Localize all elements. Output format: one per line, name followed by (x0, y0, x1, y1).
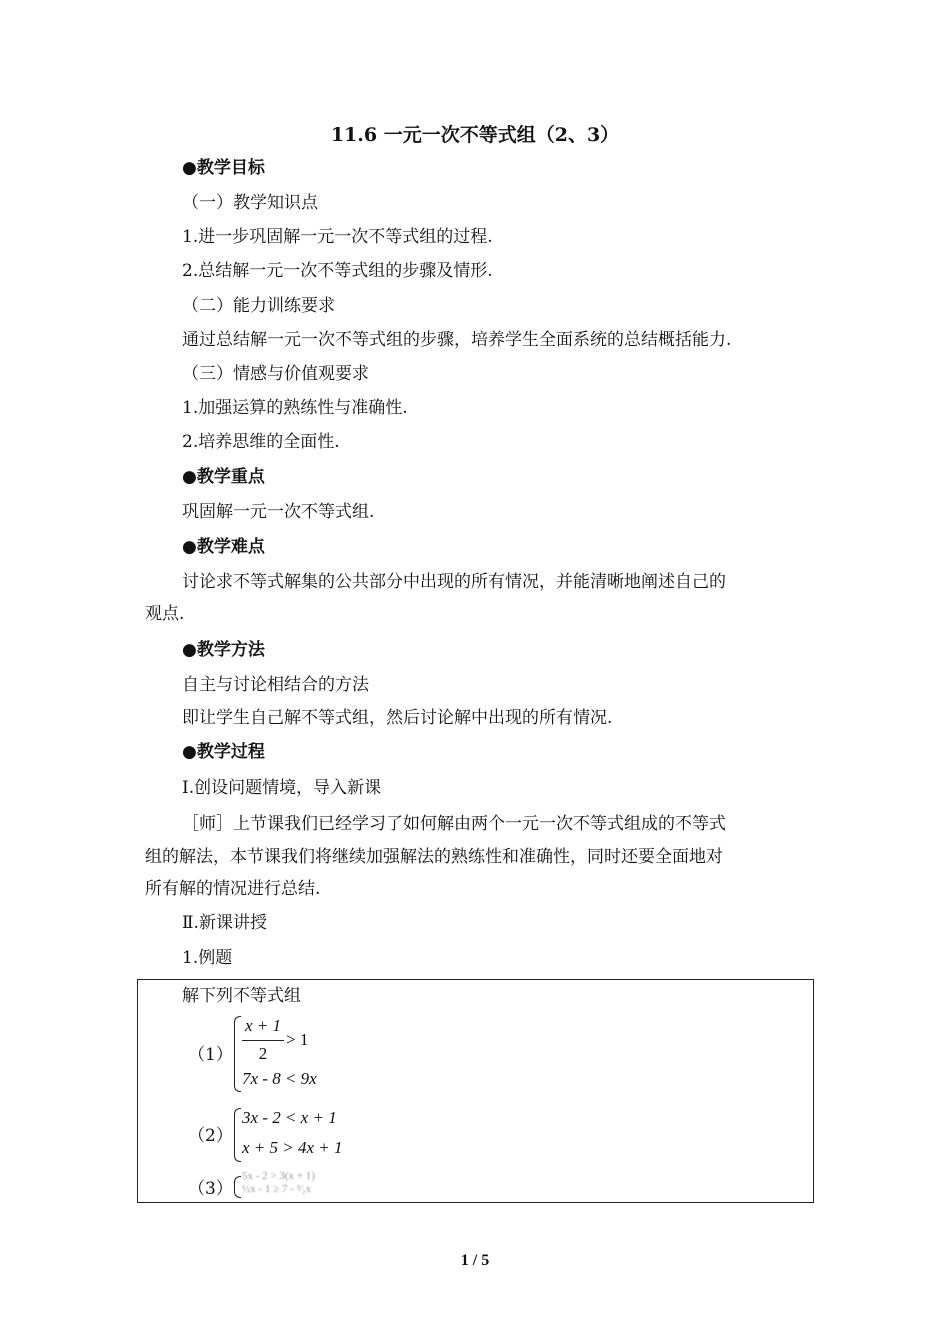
key-point-heading: ●教学重点 (182, 467, 265, 487)
emotion-item-2: 2.培养思维的全面性. (182, 432, 340, 452)
ability-title: （二）能力训练要求 (182, 296, 335, 316)
example-box (137, 979, 814, 1203)
process-paragraph-3: 所有解的情况进行总结. (145, 879, 321, 899)
process-heading: ●教学过程 (182, 742, 265, 762)
question-3-label: （3） (188, 1179, 233, 1199)
page-number: 1 / 5 (460, 1252, 490, 1269)
difficulty-heading: ●教学难点 (182, 537, 265, 557)
process-paragraph-2: 组的解法，本节课我们将继续加强解法的熟练性和准确性，同时还要全面地对 (145, 847, 723, 867)
ability-item-1: 通过总结解一元一次不等式组的步骤，培养学生全面系统的总结概括能力. (182, 330, 732, 350)
brace-2 (234, 1108, 241, 1162)
q1-rhs: > 1 (286, 1030, 309, 1049)
method-heading: ●教学方法 (182, 640, 265, 660)
difficulty-text-2: 观点. (145, 604, 185, 624)
q3-inequality-a: 5x - 2 > 3(x + 1) (242, 1170, 315, 1182)
method-text-1: 自主与讨论相结合的方法 (182, 675, 369, 695)
example-intro: 解下列不等式组 (182, 986, 301, 1006)
knowledge-item-2: 2.总结解一元一次不等式组的步骤及情形. (182, 261, 493, 281)
difficulty-text-1: 讨论求不等式解集的公共部分中出现的所有情况，并能清晰地阐述自己的 (182, 572, 726, 592)
example-heading: 1.例题 (182, 948, 233, 968)
q2-inequality-b: x + 5 > 4x + 1 (242, 1138, 343, 1157)
process-paragraph-1: ［师］上节课我们已经学习了如何解由两个一元一次不等式组成的不等式 (182, 814, 726, 834)
question-1-label: （1） (188, 1045, 233, 1065)
brace-1 (234, 1016, 241, 1092)
q2-inequality-a: 3x - 2 < x + 1 (242, 1108, 337, 1127)
knowledge-item-1: 1.进一步巩固解一元一次不等式组的过程. (182, 227, 493, 247)
process-step-2: Ⅱ.新课讲授 (182, 913, 267, 933)
process-step-1: Ⅰ.创设问题情境，导入新课 (182, 778, 382, 798)
page-title: 11.6 一元一次不等式组（2、3） (330, 124, 620, 146)
q1-fraction-bar (242, 1040, 284, 1041)
brace-3 (234, 1176, 241, 1198)
q1-numerator: x + 1 (244, 1016, 282, 1035)
q3-inequality-b: ½x - 1 ≥ 7 - ³⁄₂x (242, 1183, 312, 1195)
method-text-2: 即让学生自己解不等式组，然后讨论解中出现的所有情况. (182, 708, 613, 728)
emotion-item-1: 1.加强运算的熟练性与准确性. (182, 398, 408, 418)
knowledge-title: （一）教学知识点 (182, 193, 318, 213)
goals-heading: ●教学目标 (182, 158, 265, 178)
question-2-label: （2） (188, 1126, 233, 1146)
key-point-text: 巩固解一元一次不等式组. (182, 502, 375, 522)
emotion-title: （三）情感与价值观要求 (182, 364, 369, 384)
q1-denominator: 2 (258, 1044, 268, 1063)
q1-inequality-b: 7x - 8 < 9x (242, 1069, 317, 1088)
